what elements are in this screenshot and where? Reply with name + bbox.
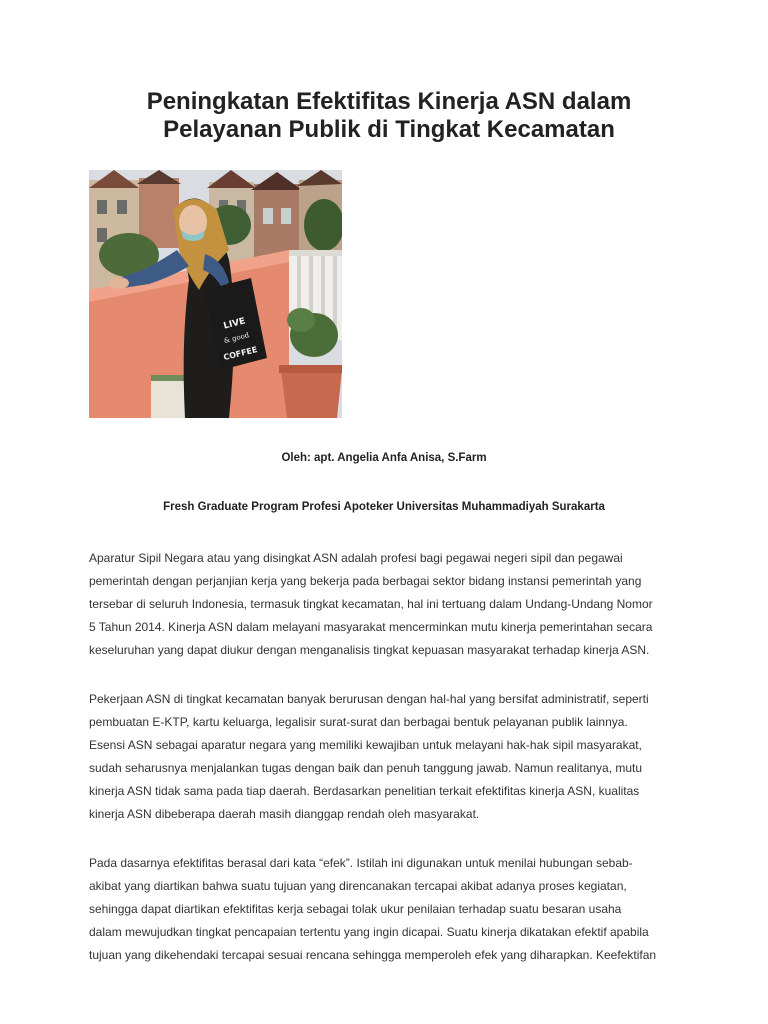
body-paragraph-1	[89, 547, 729, 662]
bag-text-1: LIVE	[222, 316, 247, 332]
paragraph-line: sehingga dapat diartikan efektifitas kerja sebagai tolak ukur penilaian terhadap suatu besaran usaha	[89, 902, 622, 916]
paragraph-line: tujuan yang dikehendaki tercapai sesuai rencana sehingga memperoleh efek yang diharapkan. Keefektifan	[89, 948, 657, 962]
article-author: Oleh: apt. Angelia Anfa Anisa, S.Farm	[281, 452, 487, 464]
author-affiliation: Fresh Graduate Program Profesi Apoteker Universitas Muhammadiyah Surakarta	[163, 501, 605, 513]
paragraph-line: tersebar di seluruh Indonesia, termasuk tingkat kecamatan, hal ini tertuang dalam Undang-Undang Nomor	[89, 597, 653, 611]
paragraph-line: kinerja ASN dibeberapa daerah masih dianggap rendah oleh masyarakat.	[89, 807, 480, 821]
paragraph-line: Pada dasarnya efektifitas berasal dari kata “efek”. Istilah ini digunakan untuk menilai hubungan sebab-	[89, 856, 633, 870]
article-title	[60, 88, 718, 144]
paragraph-line: pembuatan E-KTP, kartu keluarga, legalisir surat-surat dan berbagai bentuk pelayanan publik lainnya.	[89, 715, 628, 729]
paragraph-line: akibat yang diartikan bahwa suatu tujuan yang direncanakan tercapai akibat adanya proses kegiatan,	[89, 879, 627, 893]
article-title-line-2: Pelayanan Publik di Tingkat Kecamatan	[163, 116, 615, 143]
paragraph-line: sudah seharusnya menjalankan tugas dengan baik dan penuh tanggung jawab. Namun realitanya, mutu	[89, 761, 643, 775]
paragraph-line: kinerja ASN tidak sama pada tiap daerah. Berdasarkan penelitian terkait efektifitas kinerja ASN, kualitas	[89, 784, 640, 798]
paragraph-line: 5 Tahun 2014. Kinerja ASN dalam melayani masyarakat mencerminkan mutu kinerja pemerintahan secara	[89, 620, 653, 634]
paragraph-line: Aparatur Sipil Negara atau yang disingkat ASN adalah profesi bagi pegawai negeri sipil dan pegawai	[89, 551, 623, 565]
bag-text-3: COFFEE	[222, 345, 259, 363]
bag-text-2: & good	[223, 331, 251, 346]
paragraph-line: pemerintah dengan perjanjian kerja yang bekerja pada berbagai sektor bidang instansi pemerintah yang	[89, 574, 642, 588]
body-paragraph-2	[89, 688, 729, 826]
paragraph-line: Pekerjaan ASN di tingkat kecamatan banyak berurusan dengan hal-hal yang bersifat administratif, seperti	[89, 692, 649, 706]
paragraph-line: Esensi ASN sebagai aparatur negara yang memiliki kewajiban untuk melayani hak-hak sipil masyarakat,	[89, 738, 642, 752]
paragraph-line: keseluruhan yang dapat diukur dengan menganalisis tingkat kepuasan masyarakat terhadap kinerja ASN.	[89, 643, 650, 657]
article-title-line-1: Peningkatan Efektifitas Kinerja ASN dalam	[146, 88, 632, 115]
author-photo	[89, 170, 342, 418]
paragraph-line: dalam mewujudkan tingkat pencapaian tertentu yang ingin dicapai. Suatu kinerja dikatakan efektif apabila	[89, 925, 649, 939]
body-paragraph-3	[89, 852, 729, 967]
